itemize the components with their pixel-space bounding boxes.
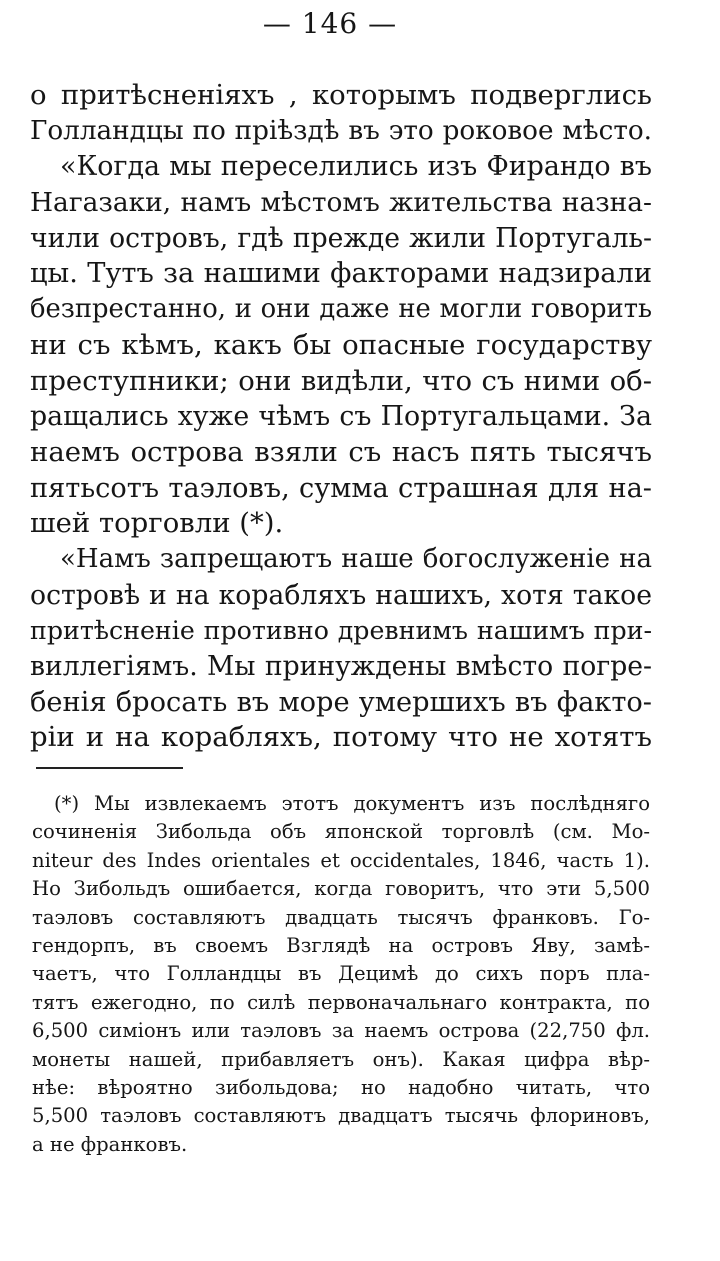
footnote-line: Но Зибольдъ ошибается, когда говоритъ, что эти 5,500 <box>32 877 650 901</box>
text-line: пятьсотъ таэловъ, сумма страшная для на- <box>30 472 652 504</box>
text-line: ни съ кѣмъ, какъ бы опасные государству <box>30 328 652 361</box>
footnote-divider <box>36 767 183 769</box>
footnote-line: гендорпъ, въ своемъ Взглядѣ на островъ Яву, замѣ- <box>32 933 650 957</box>
footnote-line: 5,500 таэловъ составляютъ двадцатъ тысячь флориновъ, <box>32 1104 650 1128</box>
footnote-line: а не франковъ. <box>32 1132 188 1156</box>
text-line: безпрестанно, и они даже не могли говорить <box>30 294 652 325</box>
footnote-line: чаетъ, что Голландцы въ Децимѣ до сихъ поръ пла- <box>32 962 650 986</box>
footnote-line: нѣе: вѣроятно зибольдова; но надобно читать, что <box>32 1075 650 1099</box>
text-line: наемъ острова взяли съ насъ пять тысячъ <box>30 435 652 468</box>
footnote-line: 6,500 симіонъ или таэловъ за наемъ острова (22,750 фл. <box>32 1019 650 1043</box>
footnote-line: сочиненія Зибольда объ японской торговлѣ (см. Mo- <box>32 820 650 844</box>
text-line: «Намъ запрещаютъ наше богослуженіе на <box>60 543 652 574</box>
text-line: чили островъ, гдѣ прежде жили Португаль- <box>30 222 652 254</box>
text-line: о притѣсненіяхъ , которымъ подверглись <box>30 79 652 111</box>
text-line: ріи и на корабляхъ, потому что не хотятъ <box>30 721 652 754</box>
text-line: преступники; они видѣли, что съ ними об- <box>30 364 652 397</box>
main-text <box>30 78 652 756</box>
footnote-line: таэловъ составляютъ двадцать тысячъ франковъ. Го- <box>32 905 650 929</box>
page-number: — 146 — <box>262 7 398 40</box>
text-line: островѣ и на корабляхъ нашихъ, хотя такое <box>30 579 652 611</box>
text-line: Нагазаки, намъ мѣстомъ жительства назна- <box>30 187 652 219</box>
footnote-line: монеты нашей, прибавляетъ онъ). Какая цифра вѣр- <box>32 1047 650 1071</box>
footnote <box>32 790 650 1159</box>
text-line: бенія бросать въ море умершихъ въ факто- <box>30 686 652 718</box>
text-line: Голландцы по пріѣздѣ въ это роковое мѣсто. <box>30 115 652 146</box>
footnote-line: тятъ ежегодно, по силѣ первоначальнаго контракта, по <box>32 990 650 1014</box>
footnote-line: (*) Мы извлекаемъ этотъ документъ изъ послѣдняго <box>54 792 650 815</box>
text-line: шей торговли (*). <box>30 507 284 540</box>
text-line: виллегіямъ. Мы принуждены вмѣсто погре- <box>30 651 652 682</box>
footnote-line: niteur des Indes orientales et occidentales, 1846, часть 1). <box>32 848 650 872</box>
text-line: «Когда мы переселились изъ Фирандо въ <box>60 151 652 183</box>
text-line: цы. Тутъ за нашими факторами надзирали <box>30 258 652 290</box>
text-line: притѣсненіе противно древнимъ нашимъ при- <box>30 616 652 646</box>
text-line: ращались хуже чѣмъ съ Португальцами. За <box>30 401 652 433</box>
